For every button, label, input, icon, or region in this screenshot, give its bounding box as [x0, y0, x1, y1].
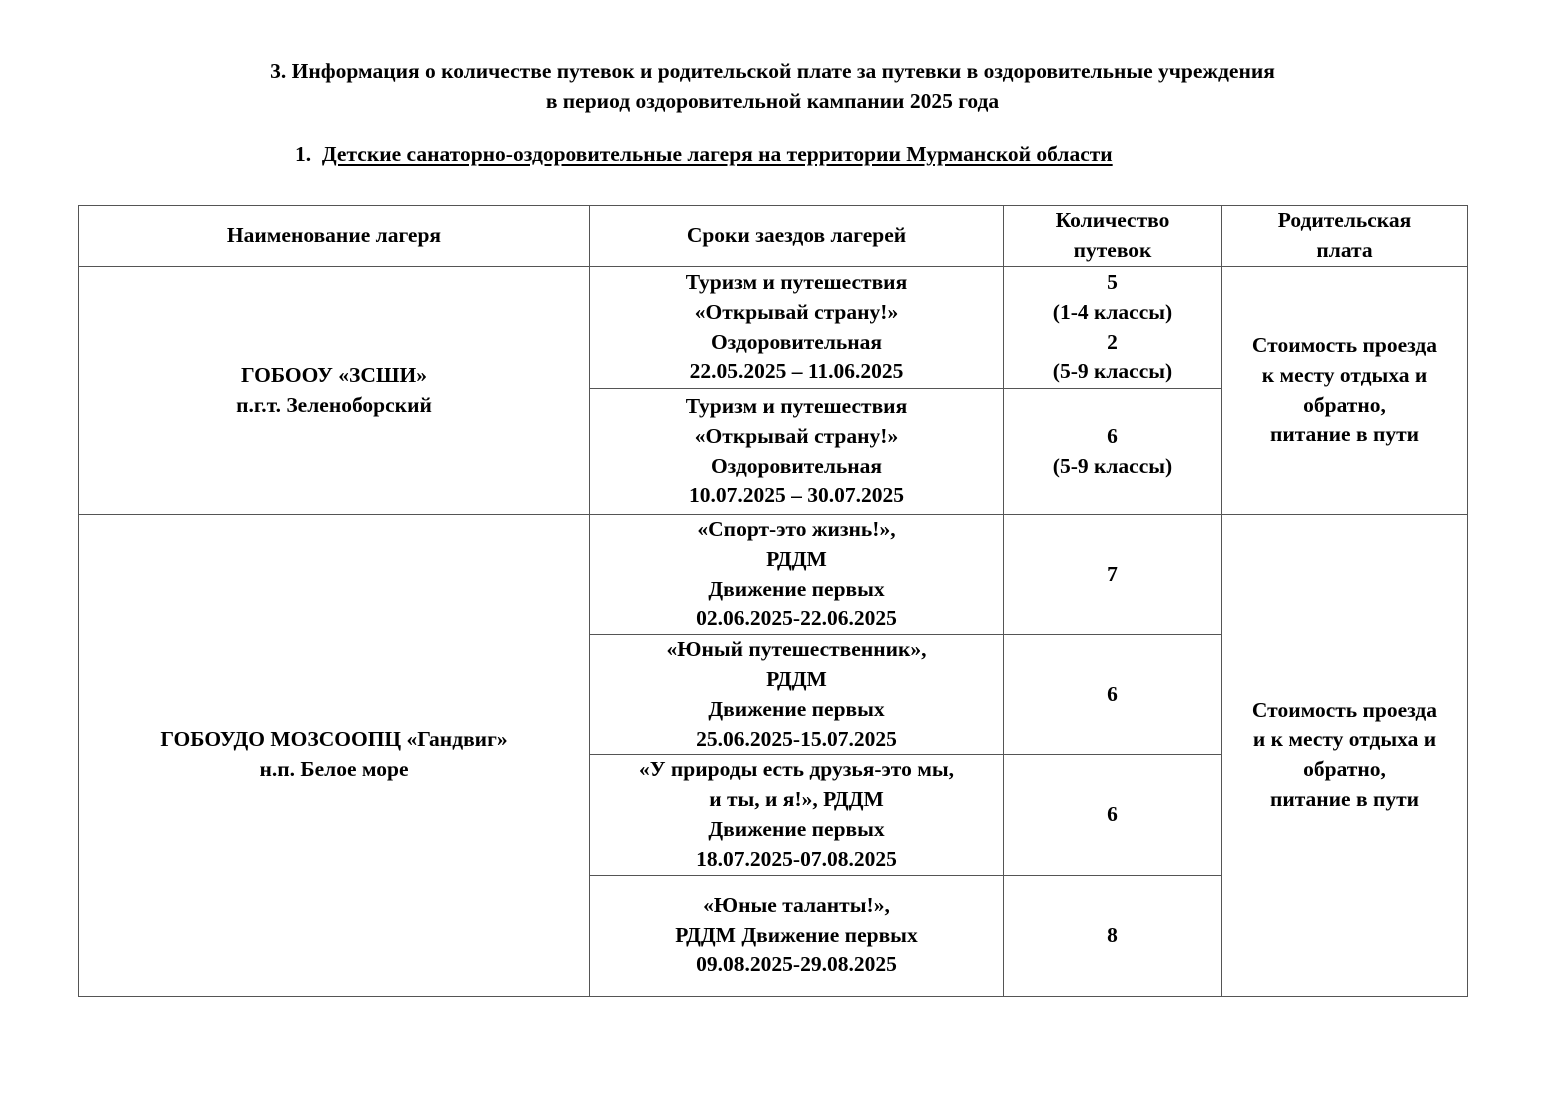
column-header-fee: Родительская плата	[1222, 206, 1468, 267]
session-count-cell: 8	[1004, 875, 1222, 996]
section-heading	[295, 139, 1113, 169]
column-header-count: Количество путевок	[1004, 206, 1222, 267]
column-header-periods: Сроки заездов лагерей	[590, 206, 1004, 267]
parent-fee-cell: Стоимость проезда и к месту отдыха и обратно, питание в пути	[1222, 515, 1468, 997]
session-period-cell: «Спорт-это жизнь!», РДДМ Движение первых 02.06.2025-22.06.2025	[590, 515, 1004, 635]
session-count-cell: 6	[1004, 755, 1222, 875]
session-period-cell: «У природы есть друзья-это мы, и ты, и я!», РДДМ Движение первых 18.07.2025-07.08.2025	[590, 755, 1004, 875]
table-header-row	[79, 206, 1468, 267]
title-line-1: 3. Информация о количестве путевок и родительской плате за путевки в оздоровительные учреждения	[270, 59, 1275, 83]
session-period-cell: Туризм и путешествия «Открывай страну!» Оздоровительная 22.05.2025 – 11.06.2025	[590, 267, 1004, 389]
section-number: 1.	[295, 142, 312, 166]
table-row	[79, 515, 1468, 635]
parent-fee-cell: Стоимость проезда к месту отдыха и обратно, питание в пути	[1222, 267, 1468, 515]
camp-name-cell: ГОБОУДО МОЗСООПЦ «Гандвиг» н.п. Белое море	[79, 515, 590, 997]
camps-table	[78, 205, 1468, 997]
session-period-cell: «Юный путешественник», РДДМ Движение первых 25.06.2025-15.07.2025	[590, 635, 1004, 755]
session-period-cell: «Юные таланты!», РДДМ Движение первых 09.08.2025-29.08.2025	[590, 875, 1004, 996]
title-line-2: в период оздоровительной кампании 2025 года	[545, 89, 1000, 113]
session-count-cell: 6 (5-9 классы)	[1004, 389, 1222, 515]
session-count-cell: 6	[1004, 635, 1222, 755]
session-count-cell: 5 (1-4 классы) 2 (5-9 классы)	[1004, 267, 1222, 389]
document-title	[0, 56, 1545, 116]
session-period-cell: Туризм и путешествия «Открывай страну!» Оздоровительная 10.07.2025 – 30.07.2025	[590, 389, 1004, 515]
section-title: Детские санаторно-оздоровительные лагеря на территории Мурманской области	[321, 142, 1113, 166]
session-count-cell: 7	[1004, 515, 1222, 635]
column-header-camp-name: Наименование лагеря	[79, 206, 590, 267]
table-row	[79, 267, 1468, 389]
camp-name-cell: ГОБООУ «ЗСШИ» п.г.т. Зеленоборский	[79, 267, 590, 515]
